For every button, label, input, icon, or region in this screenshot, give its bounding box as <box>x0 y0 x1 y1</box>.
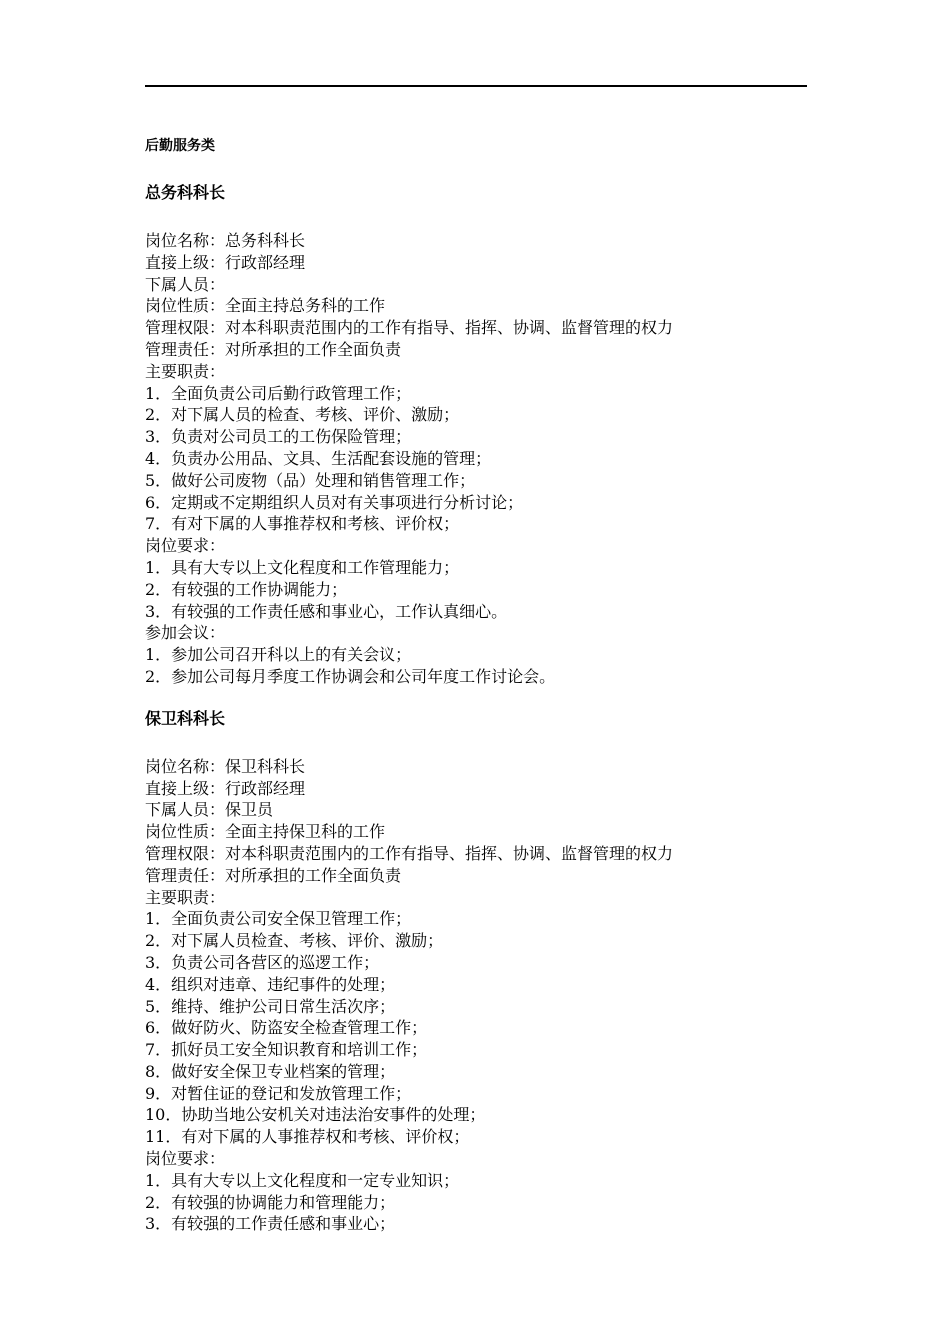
section-title-general-affairs: 总务科科长 <box>145 183 226 202</box>
text-line: 1．具有大专以上文化程度和一定专业知识； <box>145 1170 460 1190</box>
text-line: 直接上级：行政部经理 <box>145 778 306 798</box>
section-lines-security <box>145 756 845 1236</box>
text-line: 管理权限：对本科职责范围内的工作有指导、指挥、协调、监督管理的权力 <box>145 843 674 863</box>
text-line: 3．有较强的工作责任感和事业心； <box>145 1214 396 1234</box>
text-line: 下属人员： <box>145 274 226 294</box>
document-body <box>145 130 845 1235</box>
text-line: 主要职责： <box>145 361 226 381</box>
text-line: 下属人员：保卫员 <box>145 800 274 820</box>
text-line: 岗位性质：全面主持总务科的工作 <box>145 296 386 316</box>
text-line: 1．全面负责公司后勤行政管理工作； <box>145 383 412 403</box>
text-line: 管理权限：对本科职责范围内的工作有指导、指挥、协调、监督管理的权力 <box>145 318 674 338</box>
text-line: 2．有较强的协调能力和管理能力； <box>145 1192 396 1212</box>
text-line: 3．负责公司各营区的巡逻工作； <box>145 952 380 972</box>
text-line: 4．负责办公用品、文具、生活配套设施的管理； <box>145 448 492 468</box>
text-line: 管理责任：对所承担的工作全面负责 <box>145 865 402 885</box>
text-line: 10．协助当地公安机关对违法治安事件的处理； <box>145 1105 486 1125</box>
text-line: 5．维持、维护公司日常生活次序； <box>145 996 396 1016</box>
text-line: 7．抓好员工安全知识教育和培训工作； <box>145 1040 428 1060</box>
text-line: 岗位要求： <box>145 1149 226 1169</box>
text-line: 岗位名称：保卫科科长 <box>145 756 306 776</box>
text-line: 2．对下属人员检查、考核、评价、激励； <box>145 931 444 951</box>
text-line: 2．有较强的工作协调能力； <box>145 579 348 599</box>
text-line: 9．对暂住证的登记和发放管理工作； <box>145 1083 412 1103</box>
text-line: 4．组织对违章、违纪事件的处理； <box>145 974 396 994</box>
text-line: 6．定期或不定期组织人员对有关事项进行分析讨论； <box>145 492 524 512</box>
text-line: 参加会议： <box>145 623 226 643</box>
header-rule <box>145 85 807 87</box>
text-line: 3．有较强的工作责任感和事业心，工作认真细心。 <box>145 601 508 621</box>
text-line: 1．参加公司召开科以上的有关会议； <box>145 645 412 665</box>
text-line: 1．全面负责公司安全保卫管理工作； <box>145 909 412 929</box>
text-line: 3．负责对公司员工的工伤保险管理； <box>145 427 412 447</box>
text-line: 岗位性质：全面主持保卫科的工作 <box>145 822 386 842</box>
text-line: 1．具有大专以上文化程度和工作管理能力； <box>145 557 460 577</box>
text-line: 岗位要求： <box>145 536 226 556</box>
section-lines-general-affairs <box>145 230 845 688</box>
text-line: 2．参加公司每月季度工作协调会和公司年度工作讨论会。 <box>145 666 556 686</box>
text-line: 主要职责： <box>145 887 226 907</box>
text-line: 5．做好公司废物（品）处理和销售管理工作； <box>145 470 476 490</box>
text-line: 2．对下属人员的检查、考核、评价、激励； <box>145 405 460 425</box>
text-line: 管理责任：对所承担的工作全面负责 <box>145 339 402 359</box>
text-line: 直接上级：行政部经理 <box>145 252 306 272</box>
text-line: 岗位名称：总务科科长 <box>145 231 306 250</box>
category-heading: 后勤服务类 <box>145 138 215 154</box>
text-line: 8．做好安全保卫专业档案的管理； <box>145 1061 396 1081</box>
section-title-security: 保卫科科长 <box>145 708 226 728</box>
text-line: 11．有对下属的人事推荐权和考核、评价权； <box>145 1127 470 1147</box>
text-line: 6．做好防火、防盗安全检查管理工作； <box>145 1018 428 1038</box>
text-line: 7．有对下属的人事推荐权和考核、评价权； <box>145 514 460 534</box>
